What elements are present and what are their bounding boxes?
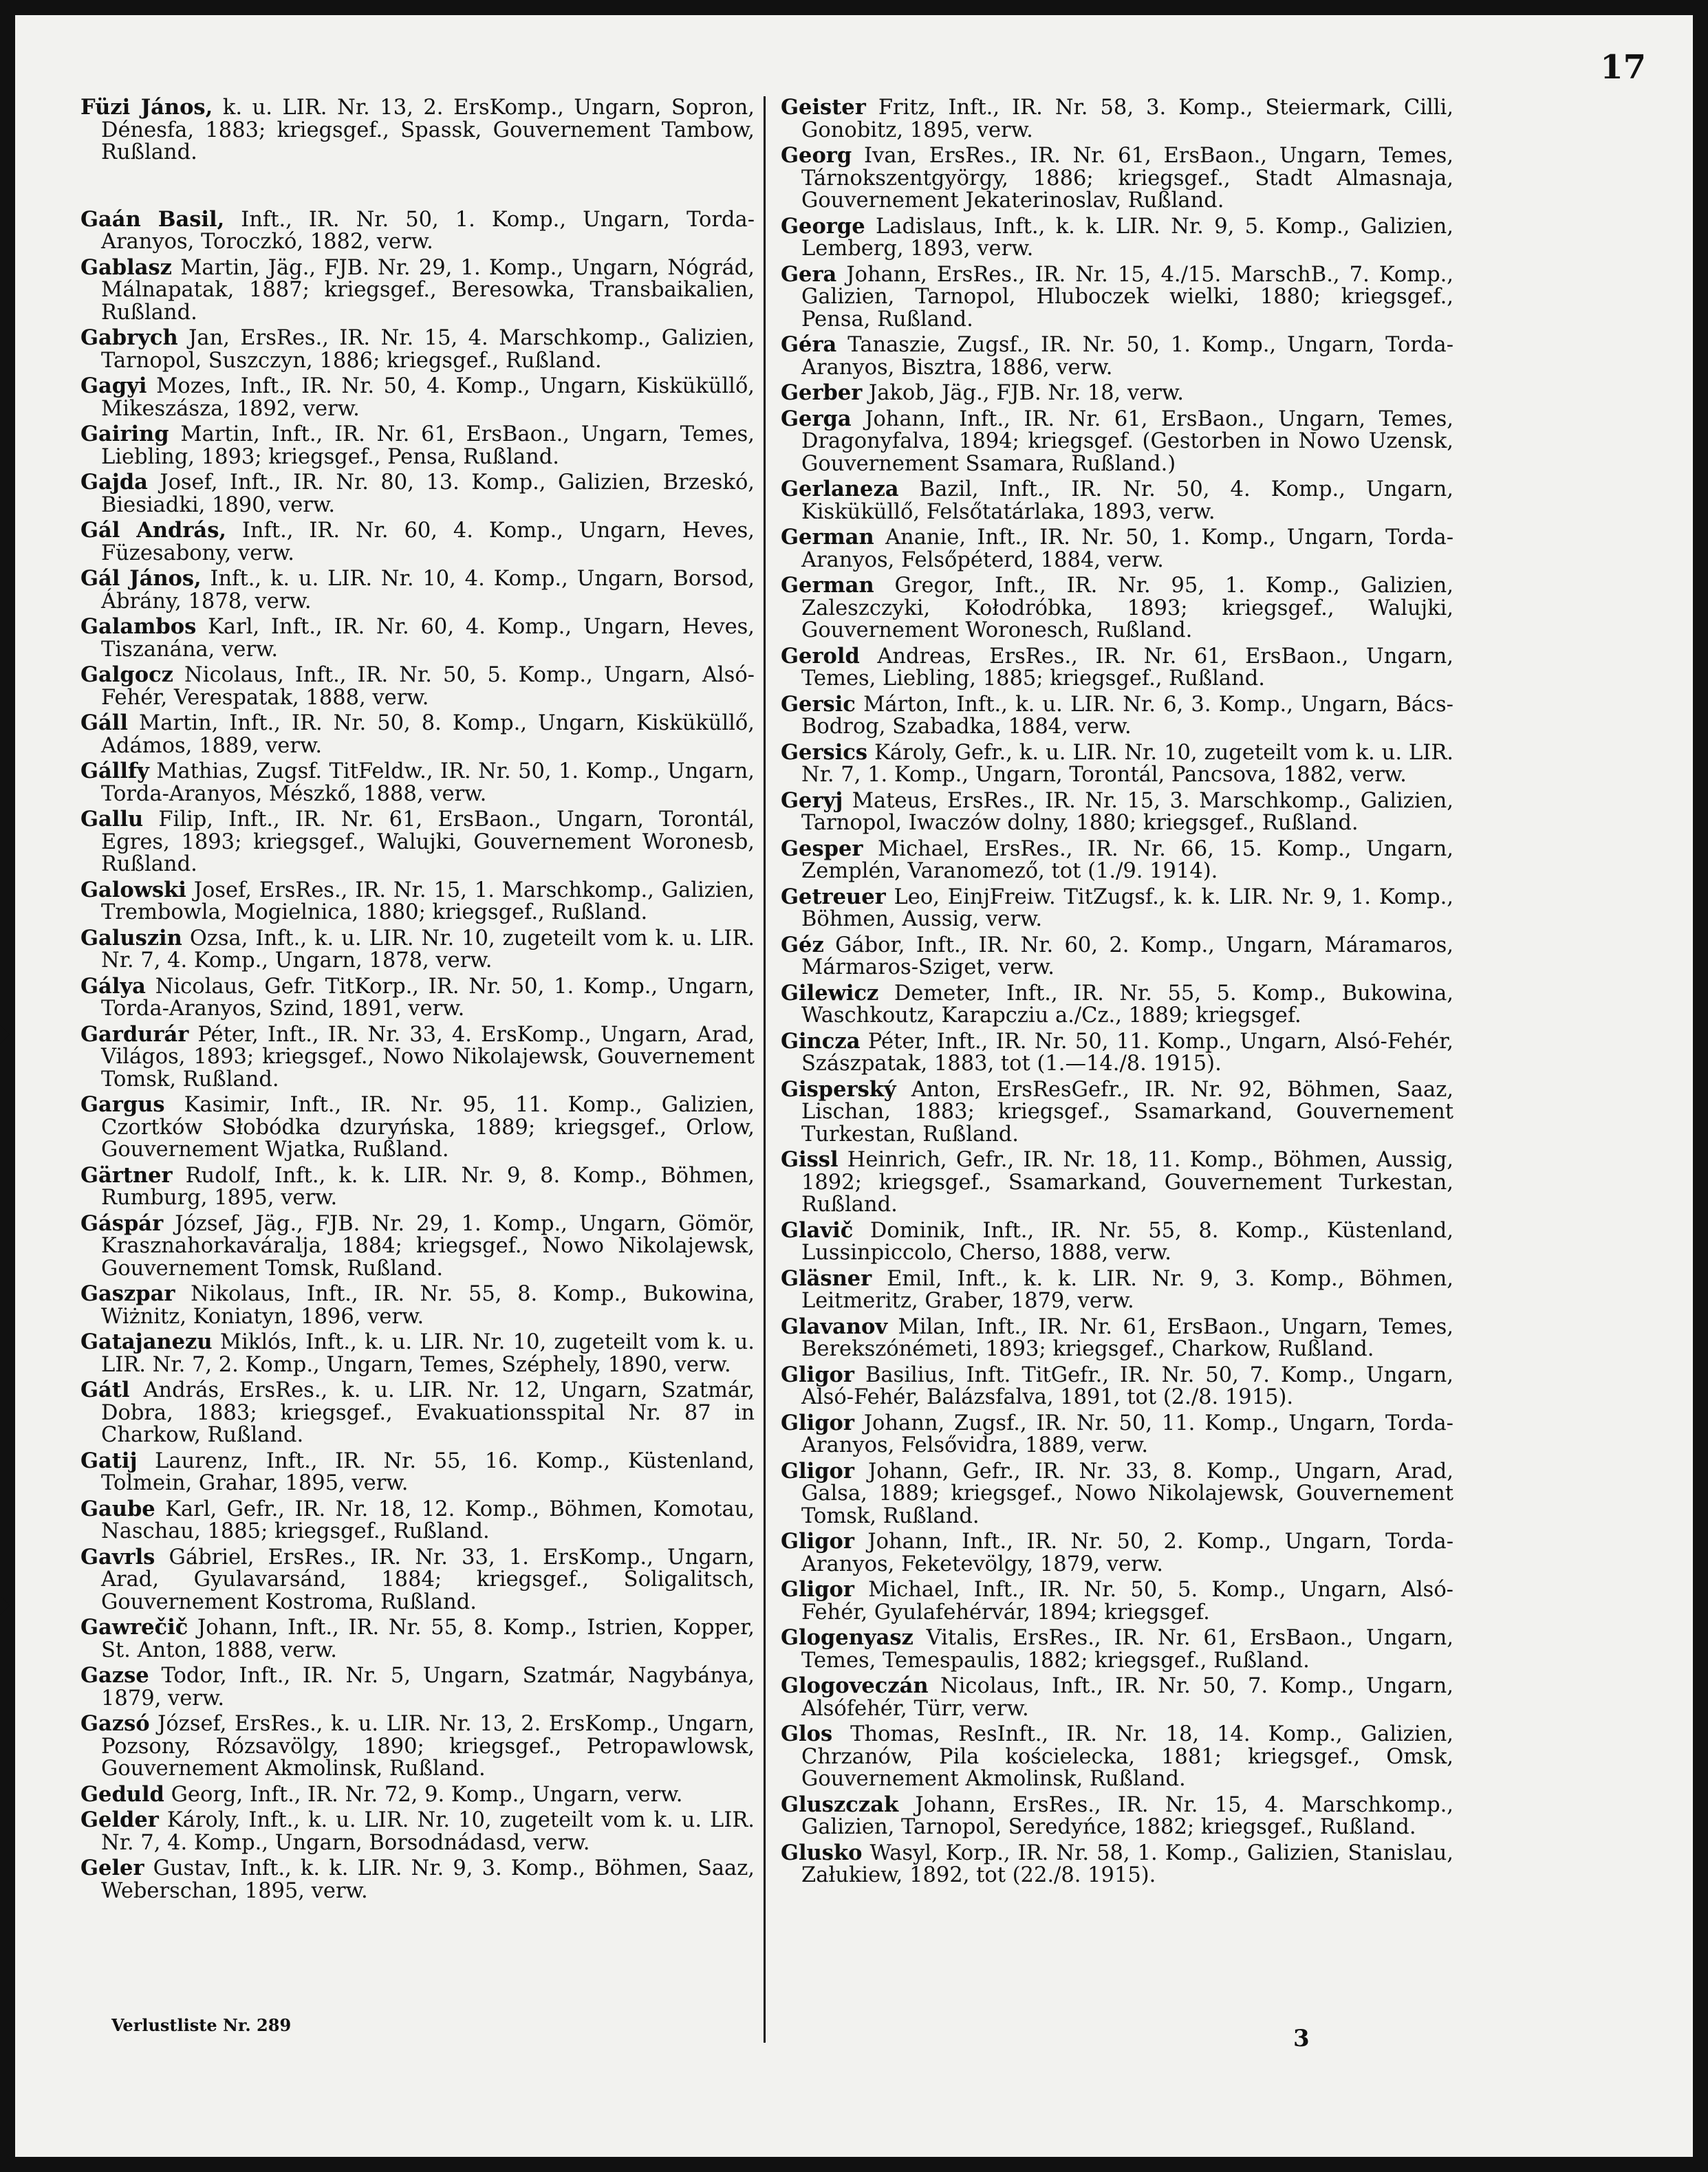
list-entry xyxy=(80,616,755,661)
entry-details: Karl, Gefr., IR. Nr. 18, 12. Komp., Böhmen, Komotau, Naschau, 1885; kriegsgef., Rußland. xyxy=(101,1497,755,1543)
entry-surname: Gazse xyxy=(80,1663,149,1688)
entry-details: Martin, Inft., IR. Nr. 61, ErsBaon., Ungarn, Temes, Liebling, 1893; kriegsgef., Pensa, Rußland. xyxy=(101,422,755,469)
list-entry xyxy=(781,1794,1453,1839)
entry-surname: Gardurár xyxy=(80,1021,189,1047)
entry-details: Michael, Inft., IR. Nr. 50, 5. Komp., Ungarn, Alsó-Fehér, Gyulafehérvár, 1894; kriegsgef. xyxy=(801,1578,1453,1625)
entry-surname: Gáspár xyxy=(80,1210,164,1236)
entry-details: Jan, ErsRes., IR. Nr. 15, 4. Marschkomp., Galizien, Tarnopol, Suszczyn, 1886; kriegsgef., Rußland. xyxy=(101,326,755,373)
list-entry xyxy=(781,1842,1453,1887)
entry-surname: Gagyi xyxy=(80,373,147,398)
entry-details: Mozes, Inft., IR. Nr. 50, 4. Komp., Ungarn, Kisküküllő, Mikeszásza, 1892, verw. xyxy=(101,374,755,421)
entry-details: András, ErsRes., k. u. LIR. Nr. 12, Ungarn, Szatmár, Dobra, 1883; kriegsgef., Evakuationsspital Nr. 87 in Charkow, Rußland. xyxy=(101,1378,755,1447)
entry-surname: Gatij xyxy=(80,1448,138,1473)
list-entry xyxy=(80,1783,755,1807)
entry-details: Johann, ErsRes., IR. Nr. 15, 4./15. MarschB., 7. Komp., Galizien, Tarnopol, Hluboczek wielki, 1880; kriegsgef., Pensa, Rußland. xyxy=(801,262,1453,332)
entry-details: Gábor, Inft., IR. Nr. 60, 2. Komp., Ungarn, Máramaros, Mármaros-Sziget, verw. xyxy=(801,933,1453,979)
entry-surname: Gligor xyxy=(781,1577,854,1602)
list-entry xyxy=(80,879,755,924)
entry-surname: Gaube xyxy=(80,1496,155,1521)
entry-surname: Gligor xyxy=(781,1362,854,1387)
entry-surname: Gläsner xyxy=(781,1266,872,1291)
list-entry xyxy=(781,1460,1453,1528)
list-entry xyxy=(781,1578,1453,1624)
list-entry xyxy=(781,1412,1453,1457)
list-entry xyxy=(80,208,755,254)
entry-details: Karl, Inft., IR. Nr. 60, 4. Komp., Ungarn, Heves, Tiszanána, verw. xyxy=(101,615,755,662)
list-entry xyxy=(80,96,755,164)
entry-surname: Gelder xyxy=(80,1807,159,1832)
entry-surname: Glavič xyxy=(781,1217,854,1243)
list-entry xyxy=(781,934,1453,979)
entry-details: Basilius, Inft. TitGefr., IR. Nr. 50, 7. Komp., Ungarn, Alsó-Fehér, Balázsfalva, 1891, tot (2./8. 1915). xyxy=(801,1362,1453,1409)
list-entry xyxy=(80,1331,755,1376)
entry-surname: Gawrečič xyxy=(80,1615,188,1640)
list-entry xyxy=(781,1149,1453,1217)
list-entry xyxy=(80,1616,755,1662)
entry-details: Johann, Zugsf., IR. Nr. 50, 11. Komp., Ungarn, Torda-Aranyos, Felsővidra, 1889, verw. xyxy=(801,1411,1453,1457)
list-entry xyxy=(781,1268,1453,1313)
entry-details: Kasimir, Inft., IR. Nr. 95, 11. Komp., Galizien, Czortków Słobódka dzuryńska, 1889; kriegsgef., Orlow, Gouvernement Wjatka, Rußland. xyxy=(101,1093,755,1162)
list-entry xyxy=(781,144,1453,213)
entry-surname: Gaszpar xyxy=(80,1281,175,1306)
entry-surname: Géra xyxy=(781,332,837,357)
list-entry xyxy=(781,1078,1453,1147)
list-entry xyxy=(781,215,1453,261)
entry-surname: Geryj xyxy=(781,788,843,813)
entry-surname: Gátl xyxy=(80,1378,130,1402)
entry-details: Martin, Inft., IR. Nr. 50, 8. Komp., Ungarn, Kisküküllő, Adámos, 1889, verw. xyxy=(101,711,755,758)
entry-surname: Galambos xyxy=(80,614,197,639)
entry-details: Martin, Jäg., FJB. Nr. 29, 1. Komp., Ungarn, Nógrád, Málnapatak, 1887; kriegsgef., Beresowka, Transbaikalien, Rußland. xyxy=(101,255,755,325)
entry-surname: Georg xyxy=(781,143,852,168)
list-entry xyxy=(80,1379,755,1447)
entry-surname: Gerber xyxy=(781,380,863,405)
list-entry xyxy=(80,1664,755,1710)
list-entry xyxy=(781,1030,1453,1076)
entry-details: Károly, Gefr., k. u. LIR. Nr. 10, zugeteilt vom k. u. LIR. Nr. 7, 1. Komp., Ungarn, Torontál, Pancsova, 1882, verw. xyxy=(801,740,1453,787)
entry-surname: Gerold xyxy=(781,643,860,669)
list-entry xyxy=(781,790,1453,835)
entry-surname: German xyxy=(781,573,874,598)
entry-details: Thomas, ResInft., IR. Nr. 18, 14. Komp., Galizien, Chrzanów, Pila kościelecka, 1881; kriegsgef., Omsk, Gouvernement Akmolinsk, Rußland. xyxy=(801,1722,1453,1791)
entry-surname: Geduld xyxy=(80,1781,164,1807)
entry-surname: Gavrls xyxy=(80,1544,155,1570)
list-entry xyxy=(781,741,1453,787)
entry-details: k. u. LIR. Nr. 13, 2. ErsKomp., Ungarn, Sopron, Dénesfa, 1883; kriegsgef., Spassk, Gouvernement Tambow, Rußland. xyxy=(101,96,755,164)
entry-details: Gustav, Inft., k. k. LIR. Nr. 9, 3. Komp., Böhmen, Saaz, Weberschan, 1895, verw. xyxy=(101,1856,755,1903)
list-entry xyxy=(80,1164,755,1210)
entry-details: Nicolaus, Inft., IR. Nr. 50, 5. Komp., Ungarn, Alsó-Fehér, Verespatak, 1888, verw. xyxy=(101,663,755,710)
entry-surname: Gerga xyxy=(781,406,852,431)
entry-surname: Gatajanezu xyxy=(80,1329,213,1354)
entry-surname: Gärtner xyxy=(80,1162,173,1188)
entry-surname: Glogenyasz xyxy=(781,1625,914,1650)
entry-surname: Gargus xyxy=(80,1092,165,1117)
list-entry xyxy=(80,1546,755,1614)
list-entry xyxy=(781,645,1453,691)
entry-details: Milan, Inft., IR. Nr. 61, ErsBaon., Ungarn, Temes, Berekszónémeti, 1893; kriegsgef., Charkow, Rußland. xyxy=(801,1314,1453,1361)
entry-surname: Géz xyxy=(781,932,824,957)
entry-details: Nikolaus, Inft., IR. Nr. 55, 8. Komp., Bukowina, Wiżnitz, Koniatyn, 1896, verw. xyxy=(101,1282,755,1329)
entry-details: Josef, Inft., IR. Nr. 80, 13. Komp., Galizien, Brzeskó, Biesiadki, 1890, verw. xyxy=(101,470,755,517)
entry-surname: Gilewicz xyxy=(781,980,879,1006)
entry-details: József, ErsRes., k. u. LIR. Nr. 13, 2. ErsKomp., Ungarn, Pozsony, Rózsavölgy, 1890; kriegsgef., Petropawlowsk, Gouvernement Akmolinsk, Rußland. xyxy=(101,1712,755,1781)
entry-surname: Gálya xyxy=(80,973,146,999)
entry-details: Mathias, Zugsf. TitFeldw., IR. Nr. 50, 1. Komp., Ungarn, Torda-Aranyos, Mészkő, 1888, verw. xyxy=(101,759,755,806)
entry-surname: Gluszczak xyxy=(781,1792,899,1817)
list-entry xyxy=(781,263,1453,332)
entry-details: Miklós, Inft., k. u. LIR. Nr. 10, zugeteilt vom k. u. LIR. Nr. 7, 2. Komp., Ungarn, Temes, Széphely, 1890, verw. xyxy=(101,1330,755,1377)
entry-details: Péter, Inft., IR. Nr. 33, 4. ErsKomp., Ungarn, Arad, Világos, 1893; kriegsgef., Nowo Nikolajewsk, Gouvernement Tomsk, Rußland. xyxy=(101,1022,755,1092)
entry-details: Emil, Inft., k. k. LIR. Nr. 9, 3. Komp., Böhmen, Leitmeritz, Graber, 1879, verw. xyxy=(801,1266,1453,1313)
list-entry xyxy=(80,519,755,565)
entry-surname: Gera xyxy=(781,261,837,287)
entry-details: Vitalis, ErsRes., IR. Nr. 61, ErsBaon., Ungarn, Temes, Temespaulis, 1882; kriegsgef., Rußland. xyxy=(801,1626,1453,1673)
list-entry xyxy=(80,567,755,613)
entry-surname: Galgocz xyxy=(80,662,173,687)
entry-surname: Gairing xyxy=(80,422,169,446)
list-entry xyxy=(80,1023,755,1092)
list-entry xyxy=(80,760,755,805)
document-page xyxy=(15,15,1693,2157)
entry-details: Josef, ErsRes., IR. Nr. 15, 1. Marschkomp., Galizien, Trembowla, Mogielnica, 1880; kriegsgef., Rußland. xyxy=(101,878,755,924)
entry-surname: Gesper xyxy=(781,836,863,861)
list-entry xyxy=(80,1498,755,1543)
entry-details: Gregor, Inft., IR. Nr. 95, 1. Komp., Galizien, Zaleszczyki, Kołodróbka, 1893; kriegsgef., Walujki, Gouvernement Woronesch, Rußland. xyxy=(801,574,1453,642)
list-entry xyxy=(781,478,1453,523)
list-entry xyxy=(80,1450,755,1495)
entry-details: Ananie, Inft., IR. Nr. 50, 1. Komp., Ungarn, Torda-Aranyos, Felsőpéterd, 1884, verw. xyxy=(801,525,1453,572)
entry-details: Gábriel, ErsRes., IR. Nr. 33, 1. ErsKomp., Ungarn, Arad, Gyulavarsánd, 1884; kriegsgef., Soligalitsch, Gouvernement Kostroma, Rußland. xyxy=(101,1545,755,1614)
entry-surname: Gál János, xyxy=(80,566,202,591)
entry-details: Johann, Inft., IR. Nr. 50, 2. Komp., Ungarn, Torda-Aranyos, Feketevölgy, 1879, verw. xyxy=(801,1530,1453,1576)
entry-surname: Gállfy xyxy=(80,759,149,783)
list-entry xyxy=(80,1094,755,1162)
entry-details: Bazil, Inft., IR. Nr. 50, 4. Komp., Ungarn, Kisküküllő, Felsőtatárlaka, 1893, verw. xyxy=(801,477,1453,524)
entry-details: Johann, Gefr., IR. Nr. 33, 8. Komp., Ungarn, Arad, Galsa, 1889; kriegsgef., Nowo Nikolajewsk, Gouvernement Tomsk, Rußland. xyxy=(801,1459,1453,1528)
list-entry xyxy=(781,1316,1453,1361)
list-entry xyxy=(781,1530,1453,1576)
entry-details: Nicolaus, Inft., IR. Nr. 50, 7. Komp., Ungarn, Alsófehér, Türr, verw. xyxy=(801,1674,1453,1721)
entry-details: Dominik, Inft., IR. Nr. 55, 8. Komp., Küstenland, Lussinpiccolo, Cherso, 1888, verw. xyxy=(801,1218,1453,1265)
entry-details: Anton, ErsResGefr., IR. Nr. 92, Böhmen, Saaz, Lischan, 1883; kriegsgef., Ssamarkand, Gouvernement Turkestan, Rußland. xyxy=(801,1077,1453,1147)
list-entry xyxy=(80,712,755,757)
list-entry xyxy=(781,382,1453,405)
entry-details: Márton, Inft., k. u. LIR. Nr. 6, 3. Komp., Ungarn, Bács-Bodrog, Szabadka, 1884, verw. xyxy=(801,692,1453,739)
list-entry xyxy=(781,96,1453,142)
list-entry xyxy=(80,1210,755,1281)
column-divider xyxy=(764,96,766,2043)
entry-details: Johann, ErsRes., IR. Nr. 15, 4. Marschkomp., Galizien, Tarnopol, Seredyńce, 1882; kriegsgef., Rußland. xyxy=(801,1792,1453,1839)
entry-surname: Gissl xyxy=(781,1147,839,1172)
entry-surname: George xyxy=(781,213,865,239)
entry-surname: Gincza xyxy=(781,1028,861,1054)
left-column xyxy=(80,96,755,1905)
list-entry xyxy=(80,1283,755,1328)
entry-surname: Gajda xyxy=(80,470,148,495)
entry-details: Károly, Inft., k. u. LIR. Nr. 10, zugeteilt vom k. u. LIR. Nr. 7, 4. Komp., Ungarn, Borsodnádasd, verw. xyxy=(101,1808,755,1855)
entry-details: Inft., IR. Nr. 60, 4. Komp., Ungarn, Heves, Füzesabony, verw. xyxy=(101,519,755,565)
list-entry xyxy=(80,1713,755,1781)
list-entry xyxy=(80,975,755,1021)
entry-surname: Gerlaneza xyxy=(781,477,899,501)
entry-details: Todor, Inft., IR. Nr. 5, Ungarn, Szatmár, Nagybánya, 1879, verw. xyxy=(101,1664,755,1711)
entry-details: Demeter, Inft., IR. Nr. 55, 5. Komp., Bukowina, Waschkoutz, Karapcziu a./Cz., 1889; kriegsgef. xyxy=(801,981,1453,1028)
entry-details: Michael, ErsRes., IR. Nr. 66, 15. Komp., Ungarn, Zemplén, Varanomező, tot (1./9. 1914). xyxy=(801,836,1453,883)
entry-details: Heinrich, Gefr., IR. Nr. 18, 11. Komp., Böhmen, Aussig, 1892; kriegsgef., Ssamarkand, Gouvernement Turkestan, Rußland. xyxy=(801,1148,1453,1217)
list-entry xyxy=(80,664,755,709)
entry-surname: Gersics xyxy=(781,739,868,765)
entry-surname: Galuszin xyxy=(80,925,182,951)
entry-surname: German xyxy=(781,525,874,550)
entry-details: József, Jäg., FJB. Nr. 29, 1. Komp., Ungarn, Gömör, Krasznahorkaváralja, 1884; kriegsgef., Nowo Nikolajewsk, Gouvernement Tomsk, Rußland. xyxy=(101,1211,755,1281)
entry-details: Inft., IR. Nr. 50, 1. Komp., Ungarn, Torda-Aranyos, Toroczkó, 1882, verw. xyxy=(101,207,755,254)
list-entry xyxy=(80,471,755,517)
list-entry xyxy=(80,1809,755,1854)
list-entry xyxy=(80,254,755,325)
list-entry xyxy=(781,886,1453,931)
entry-surname: Galowski xyxy=(80,877,186,902)
list-entry xyxy=(781,1219,1453,1265)
entry-surname: Gligor xyxy=(781,1410,854,1435)
entry-surname: Füzi János, xyxy=(80,95,213,120)
list-entry xyxy=(80,375,755,420)
margin-arrow-icon xyxy=(0,1025,10,1044)
list-entry xyxy=(781,838,1453,883)
entry-details: Georg, Inft., IR. Nr. 72, 9. Komp., Ungarn, verw. xyxy=(164,1782,683,1807)
entry-surname: Gáll xyxy=(80,710,128,735)
entry-details: Ivan, ErsRes., IR. Nr. 61, ErsBaon., Ungarn, Temes, Tárnokszentgyörgy, 1886; kriegsgef., Stadt Almasnaja, Gouvernement Jekaterinoslav, Rußland. xyxy=(801,144,1453,213)
list-entry xyxy=(781,334,1453,379)
list-entry xyxy=(781,408,1453,476)
entry-details: Leo, EinjFreiw. TitZugsf., k. k. LIR. Nr. 9, 1. Komp., Böhmen, Aussig, verw. xyxy=(801,884,1453,931)
list-entry xyxy=(80,808,755,876)
entry-surname: Gligor xyxy=(781,1529,854,1554)
entry-details: Jakob, Jäg., FJB. Nr. 18, verw. xyxy=(862,381,1184,405)
entry-details: Laurenz, Inft., IR. Nr. 55, 16. Komp., Küstenland, Tolmein, Grahar, 1895, verw. xyxy=(101,1448,755,1495)
entry-surname: Geister xyxy=(781,95,866,120)
list-entry xyxy=(781,1723,1453,1791)
entry-details: Péter, Inft., IR. Nr. 50, 11. Komp., Ungarn, Alsó-Fehér, Szászpatak, 1883, tot (1.—14./8. 1915). xyxy=(801,1029,1453,1076)
list-entry xyxy=(80,327,755,372)
list-entry xyxy=(781,526,1453,572)
entry-surname: Glogoveczán xyxy=(781,1673,929,1698)
margin-arrow-icon xyxy=(0,1596,10,1615)
right-column xyxy=(781,96,1453,1890)
entry-surname: Gisperský xyxy=(781,1076,896,1102)
entry-surname: Gál András, xyxy=(80,518,226,543)
entry-details: Nicolaus, Gefr. TitKorp., IR. Nr. 50, 1. Komp., Ungarn, Torda-Aranyos, Szind, 1891, verw. xyxy=(101,974,755,1021)
sheet-signature-mark: 3 xyxy=(1293,2025,1310,2052)
entry-surname: Glos xyxy=(781,1722,833,1746)
entry-surname: Glusko xyxy=(781,1840,863,1865)
entry-surname: Gersic xyxy=(781,691,856,717)
entry-surname: Geler xyxy=(80,1856,144,1880)
entry-surname: Gaán Basil, xyxy=(80,206,225,232)
entry-details: Ozsa, Inft., k. u. LIR. Nr. 10, zugeteilt vom k. u. LIR. Nr. 7, 4. Komp., Ungarn, 1878, verw. xyxy=(101,926,755,973)
entry-surname: Glavanov xyxy=(781,1314,888,1339)
entry-details: Johann, Inft., IR. Nr. 55, 8. Komp., Istrien, Kopper, St. Anton, 1888, verw. xyxy=(101,1616,755,1662)
entry-details: Andreas, ErsRes., IR. Nr. 61, ErsBaon., Ungarn, Temes, Liebling, 1885; kriegsgef., Rußland. xyxy=(801,644,1453,691)
entry-details: Tanaszie, Zugsf., IR. Nr. 50, 1. Komp., Ungarn, Torda-Aranyos, Bisztra, 1886, verw. xyxy=(801,333,1453,380)
list-entry xyxy=(781,1675,1453,1720)
entry-details: Fritz, Inft., IR. Nr. 58, 3. Komp., Steiermark, Cilli, Gonobitz, 1895, verw. xyxy=(801,96,1453,142)
entry-details: Ladislaus, Inft., k. k. LIR. Nr. 9, 5. Komp., Galizien, Lemberg, 1893, verw. xyxy=(801,214,1453,261)
entry-details: Inft., k. u. LIR. Nr. 10, 4. Komp., Ungarn, Borsod, Ábrány, 1878, verw. xyxy=(101,567,755,613)
entry-surname: Gallu xyxy=(80,807,144,832)
entry-surname: Gablasz xyxy=(80,254,172,280)
list-entry xyxy=(781,1364,1453,1409)
entry-surname: Getreuer xyxy=(781,884,886,909)
list-entry xyxy=(80,423,755,468)
entry-details: Filip, Inft., IR. Nr. 61, ErsBaon., Ungarn, Torontál, Egres, 1893; kriegsgef., Walujki, Gouvernement Woronesb, Rußland. xyxy=(101,807,755,876)
entry-details: Mateus, ErsRes., IR. Nr. 15, 3. Marschkomp., Galizien, Tarnopol, Iwaczów dolny, 1880; kriegsgef., Rußland. xyxy=(801,788,1453,835)
footer-series-title: Verlustliste Nr. 289 xyxy=(111,2015,292,2035)
page-number: 17 xyxy=(1600,48,1646,87)
list-entry xyxy=(781,1627,1453,1672)
list-entry xyxy=(80,927,755,973)
list-entry xyxy=(781,693,1453,739)
list-entry xyxy=(80,1857,755,1902)
entry-details: Rudolf, Inft., k. k. LIR. Nr. 9, 8. Komp., Böhmen, Rumburg, 1895, verw. xyxy=(101,1163,755,1210)
entry-surname: Gazsó xyxy=(80,1711,150,1736)
entry-surname: Gabrych xyxy=(80,325,178,350)
entry-details: Johann, Inft., IR. Nr. 61, ErsBaon., Ungarn, Temes, Dragonyfalva, 1894; kriegsgef. (Gestorben in Nowo Uzensk, Gouvernement Ssamara, Rußland.) xyxy=(801,406,1453,476)
entry-details: Wasyl, Korp., IR. Nr. 58, 1. Komp., Galizien, Stanislau, Załukiew, 1892, tot (22./8. 1915). xyxy=(801,1840,1453,1887)
list-entry xyxy=(781,982,1453,1028)
list-entry xyxy=(781,574,1453,642)
entry-surname: Gligor xyxy=(781,1458,854,1484)
